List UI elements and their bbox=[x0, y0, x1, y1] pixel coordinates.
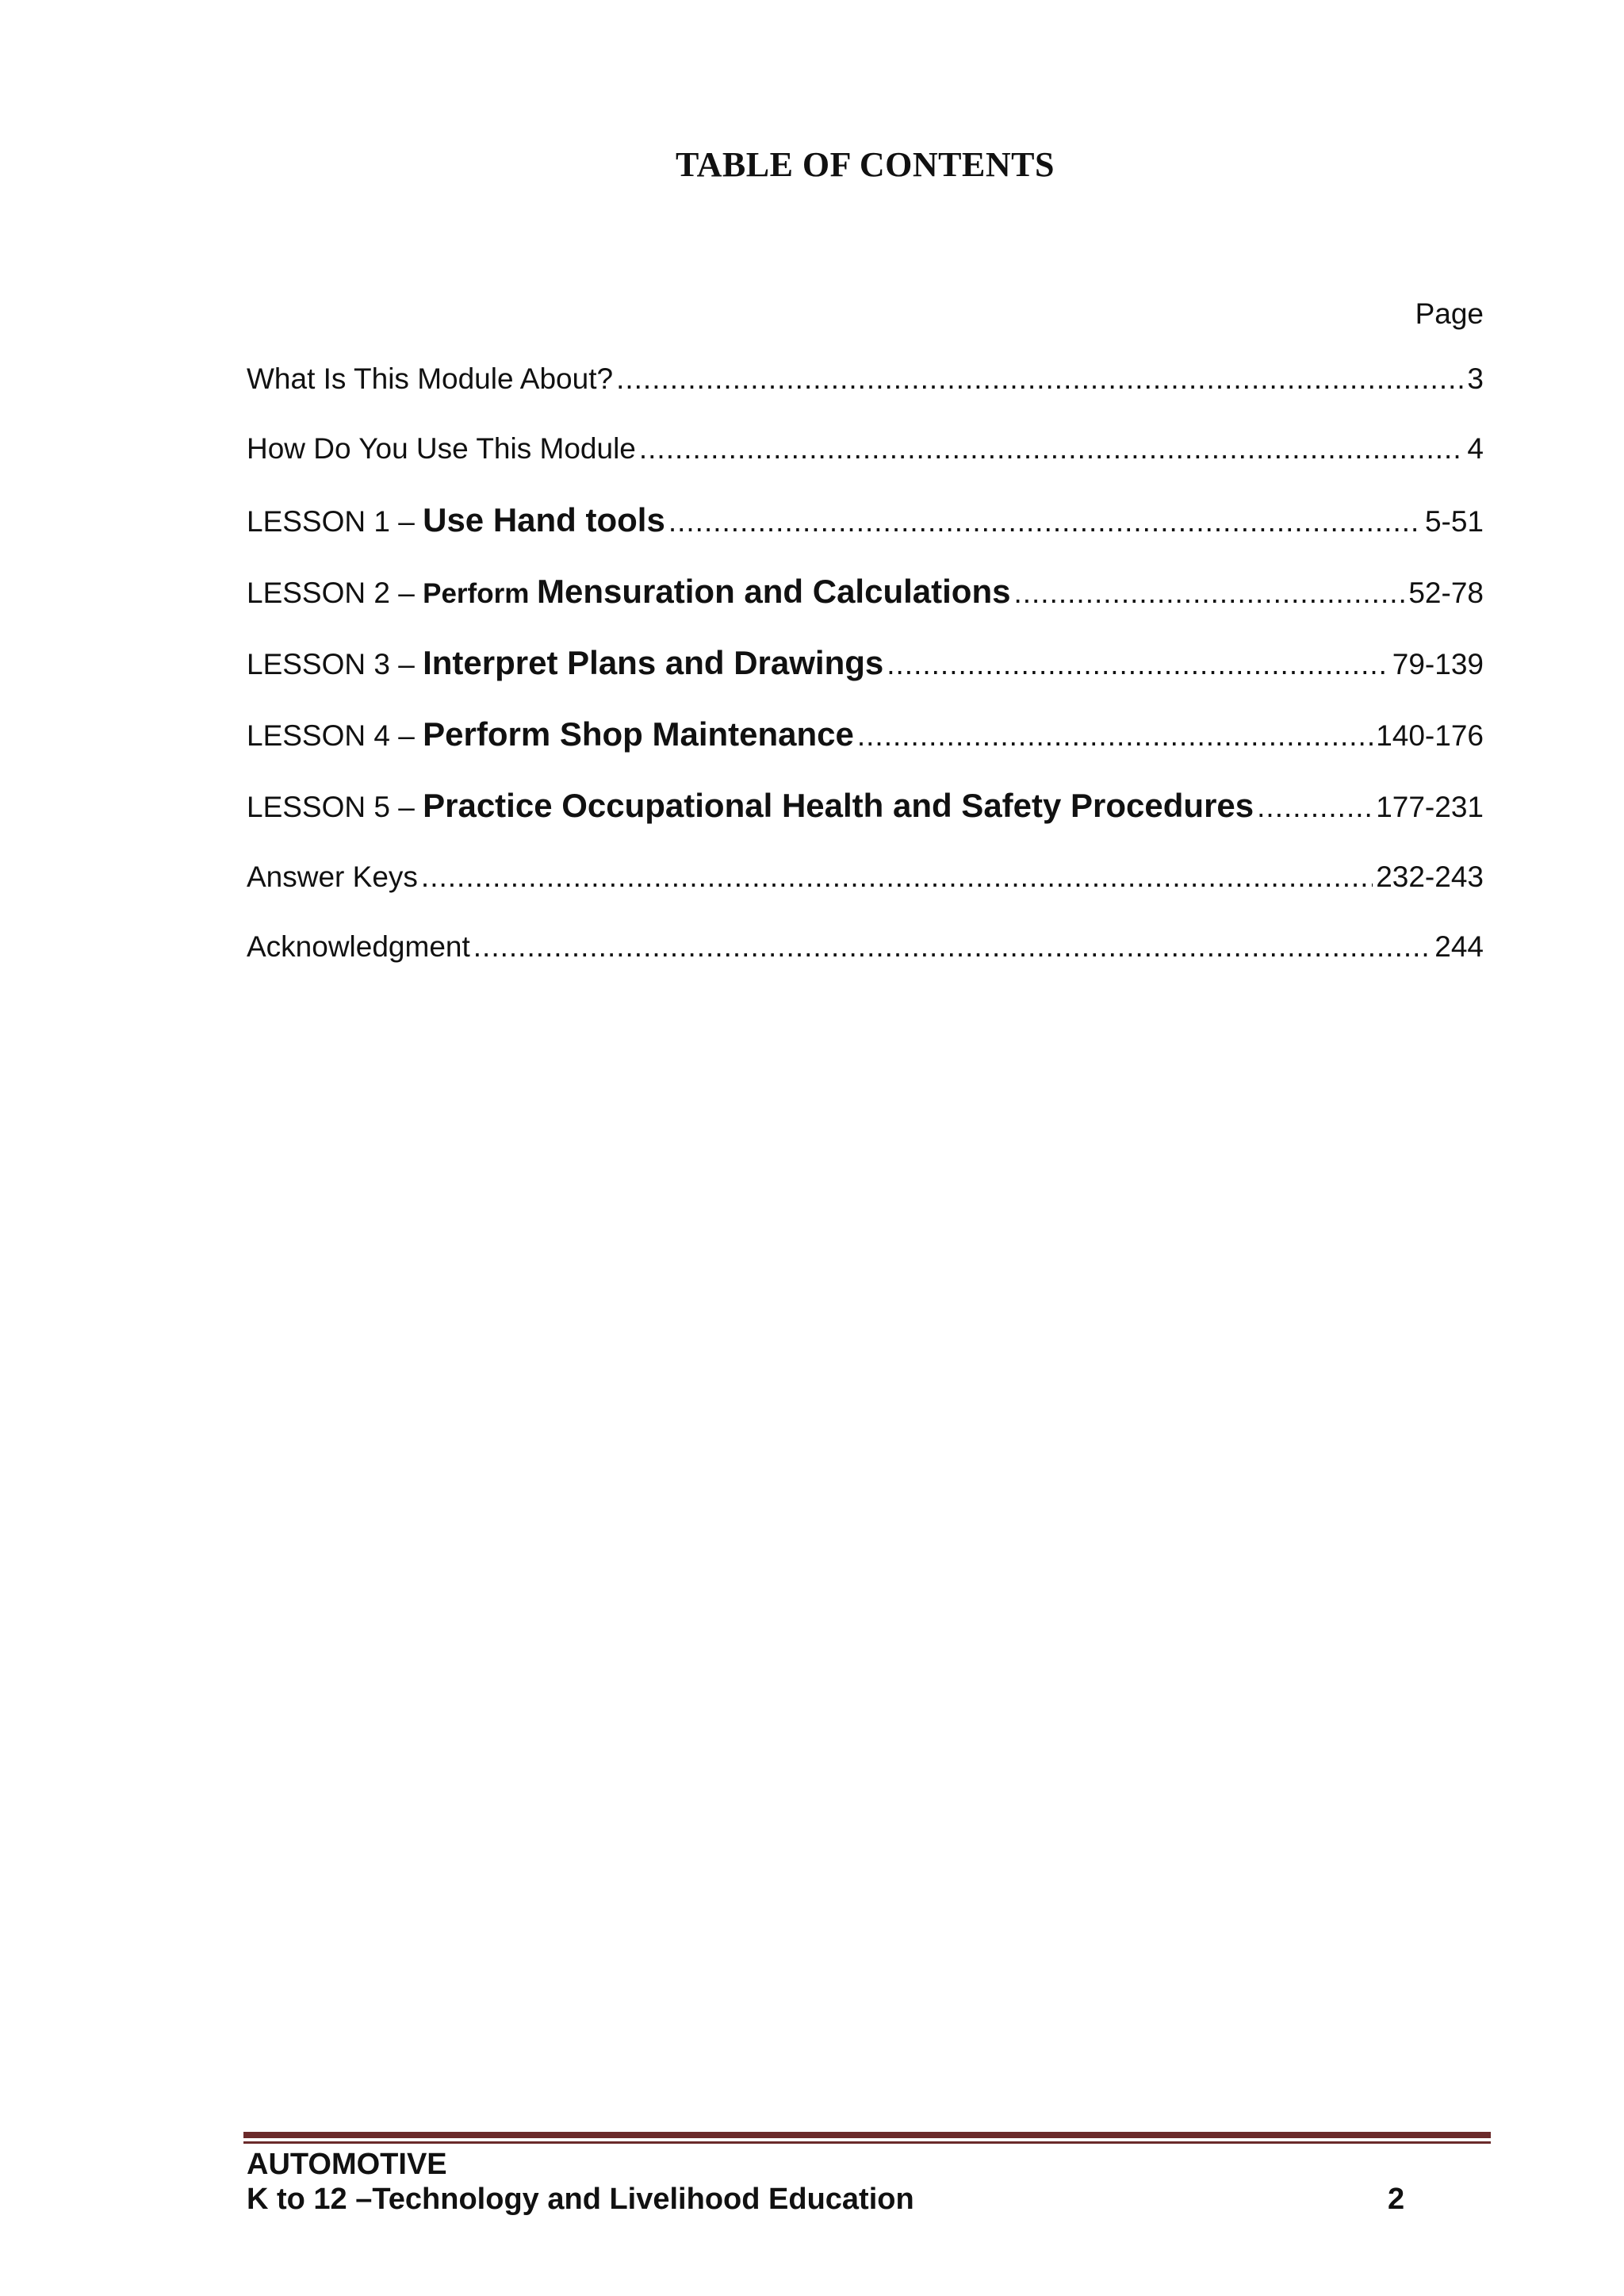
toc-entry-page: 244 bbox=[1434, 930, 1484, 963]
toc-entry-how-to-use[interactable] bbox=[247, 425, 1484, 473]
toc-entry-answer-keys[interactable] bbox=[247, 853, 1484, 901]
toc-entry-label bbox=[247, 711, 854, 758]
toc-entry-lesson-5[interactable] bbox=[247, 782, 1484, 830]
page-title: TABLE OF CONTENTS bbox=[676, 145, 1055, 184]
toc-entry-label: What Is This Module About? bbox=[247, 362, 614, 395]
toc-entry-label: Answer Keys bbox=[247, 861, 418, 893]
toc-leader-dots bbox=[887, 641, 1389, 687]
toc-leader-dots bbox=[1013, 569, 1405, 615]
toc-entry-page: 232-243 bbox=[1376, 861, 1484, 893]
toc-entry-label: How Do You Use This Module bbox=[247, 432, 636, 465]
lesson-number: LESSON 1 – bbox=[247, 505, 423, 538]
toc-leader-dots bbox=[857, 712, 1373, 758]
page-column-header: Page bbox=[1415, 297, 1484, 330]
lesson-title: Mensuration and Calculations bbox=[537, 573, 1011, 610]
toc-entry-label bbox=[247, 568, 1010, 615]
lesson-title: Practice Occupational Health and Safety Procedures bbox=[423, 787, 1254, 824]
toc-entry-lesson-4[interactable] bbox=[247, 711, 1484, 758]
footer-subject: AUTOMOTIVE bbox=[247, 2148, 447, 2181]
toc-entry-acknowledgment[interactable] bbox=[247, 923, 1484, 971]
toc-entry-page: 52-78 bbox=[1408, 577, 1484, 609]
footer-rule-secondary bbox=[243, 2141, 1491, 2144]
lesson-title: Interpret Plans and Drawings bbox=[423, 644, 884, 681]
footer-course: K to 12 –Technology and Livelihood Education bbox=[247, 2183, 914, 2216]
lesson-title: Use Hand tools bbox=[423, 501, 665, 539]
footer-rule bbox=[243, 2132, 1491, 2138]
lesson-number: LESSON 2 – bbox=[247, 577, 423, 609]
lesson-title-prefix: Perform bbox=[423, 578, 538, 609]
toc-entry-lesson-2[interactable] bbox=[247, 568, 1484, 615]
toc-entry-page: 79-139 bbox=[1392, 648, 1484, 680]
toc-leader-dots bbox=[668, 498, 1422, 544]
toc-entry-label bbox=[247, 782, 1254, 830]
toc-entry-label bbox=[247, 496, 665, 544]
toc-leader-dots bbox=[616, 355, 1464, 403]
toc-entry-page: 140-176 bbox=[1376, 719, 1484, 752]
toc-entry-label: Acknowledgment bbox=[247, 930, 470, 963]
toc-entry-lesson-3[interactable] bbox=[247, 639, 1484, 687]
table-of-contents bbox=[247, 295, 1484, 971]
toc-leader-dots bbox=[473, 923, 1432, 971]
lesson-number: LESSON 3 – bbox=[247, 648, 423, 680]
toc-entry-label bbox=[247, 639, 883, 687]
lesson-number: LESSON 4 – bbox=[247, 719, 423, 752]
toc-leader-dots bbox=[639, 425, 1465, 473]
footer-page-number: 2 bbox=[1388, 2183, 1405, 2216]
lesson-number: LESSON 5 – bbox=[247, 791, 423, 823]
lesson-title: Perform Shop Maintenance bbox=[423, 715, 854, 753]
toc-entry-lesson-1[interactable] bbox=[247, 496, 1484, 544]
toc-leader-dots bbox=[1257, 784, 1373, 830]
toc-entry-page: 4 bbox=[1467, 432, 1484, 465]
toc-leader-dots bbox=[421, 853, 1373, 901]
toc-entry-module-about[interactable] bbox=[247, 355, 1484, 403]
toc-entry-page: 177-231 bbox=[1376, 791, 1484, 823]
toc-entry-page: 5-51 bbox=[1424, 505, 1484, 538]
toc-entry-page: 3 bbox=[1467, 362, 1484, 395]
